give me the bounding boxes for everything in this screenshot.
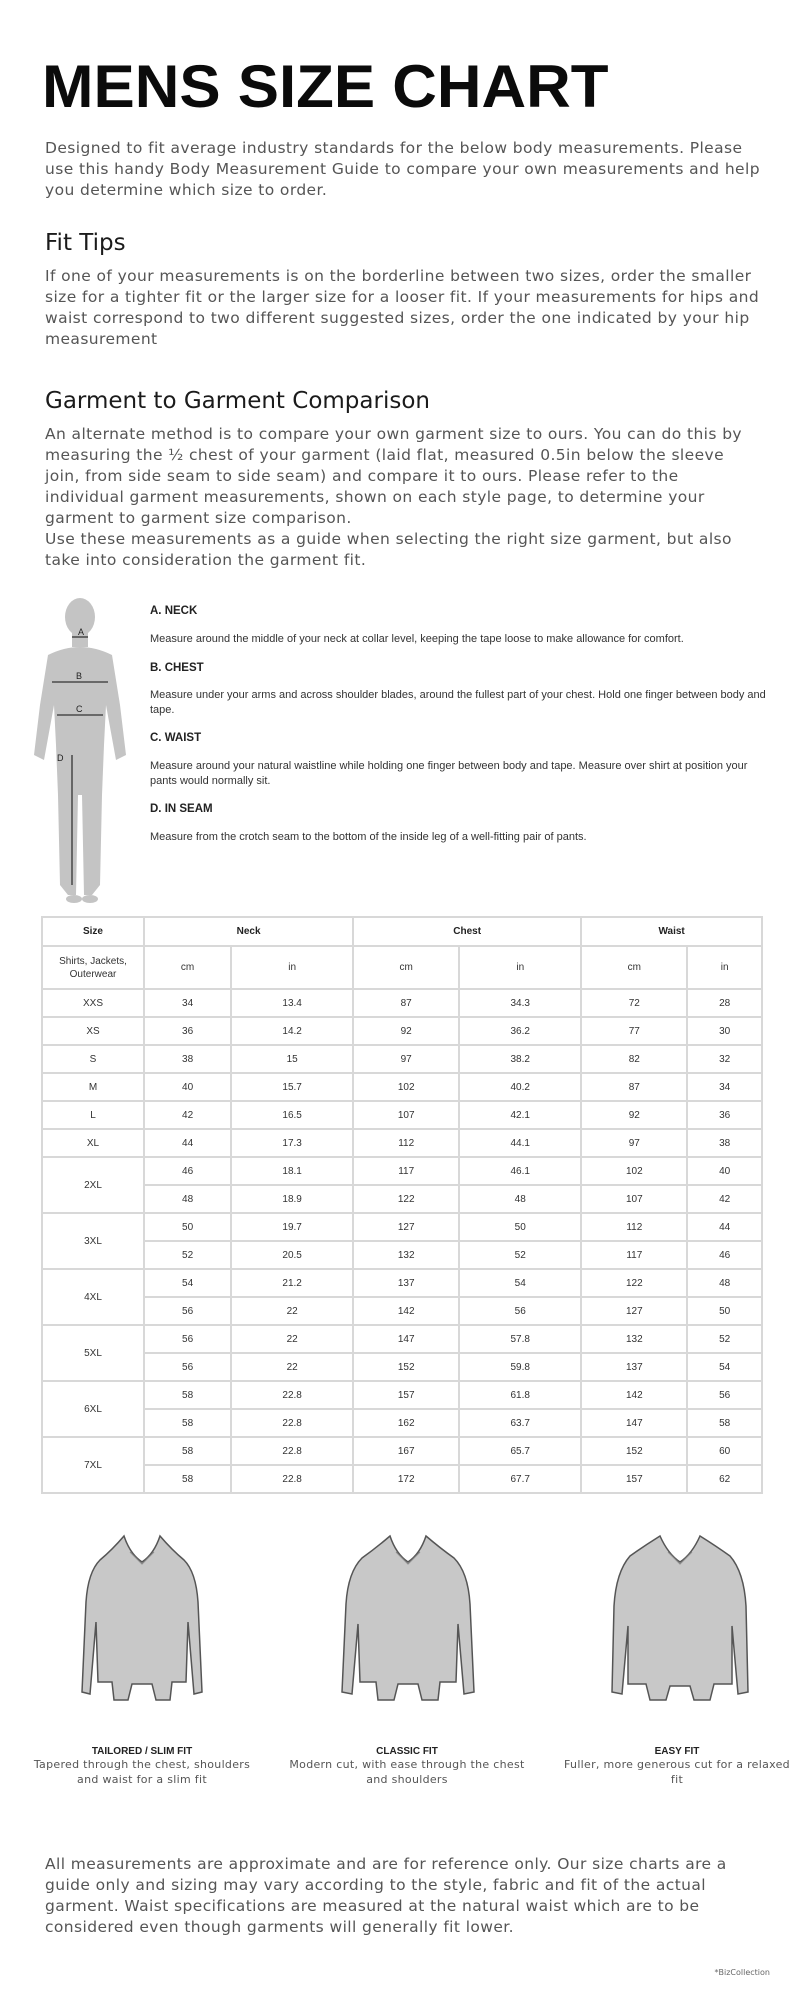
measure-cell: 147 <box>353 1325 459 1353</box>
table-row <box>42 1045 762 1073</box>
comparison-text <box>45 424 760 571</box>
measure-cell: 18.1 <box>231 1157 353 1185</box>
measure-cell: 132 <box>581 1325 687 1353</box>
measure-cell: 60 <box>687 1437 762 1465</box>
measure-cell: 63.7 <box>459 1409 581 1437</box>
measure-cell: 112 <box>581 1213 687 1241</box>
measure-cell: 48 <box>144 1185 231 1213</box>
measure-cell: 56 <box>459 1297 581 1325</box>
measure-cell: 59.8 <box>459 1353 581 1381</box>
measure-cell: 97 <box>353 1045 459 1073</box>
measure-cell: 142 <box>581 1381 687 1409</box>
measure-cell: 102 <box>353 1073 459 1101</box>
measure-cell: 152 <box>581 1437 687 1465</box>
classic-fit-caption <box>287 1746 527 1787</box>
measure-cell: 58 <box>144 1437 231 1465</box>
measure-cell: 58 <box>144 1409 231 1437</box>
size-cell: S <box>42 1045 144 1073</box>
table-row <box>42 1381 762 1409</box>
measurement-instructions <box>150 605 775 845</box>
classic-fit-svg <box>338 1532 478 1732</box>
measure-cell: 172 <box>353 1465 459 1493</box>
body-figure <box>30 595 130 905</box>
measure-cell: 67.7 <box>459 1465 581 1493</box>
slim-fit-figure <box>72 1532 212 1732</box>
size-cell: XS <box>42 1017 144 1045</box>
measure-cell: 32 <box>687 1045 762 1073</box>
measure-cell: 112 <box>353 1129 459 1157</box>
disclaimer-text: All measurements are approximate and are for reference only. Our size charts are a guide only and sizing may vary according to the style, fabric and fit of the actual garment. Waist specifications are measured at the natural waist which are to be considered even though garments will generally fit lower. <box>45 1855 727 1936</box>
measure-cell: 54 <box>459 1269 581 1297</box>
brand-footnote: *BizCollection <box>714 1968 770 1977</box>
size-cell: L <box>42 1101 144 1129</box>
size-cell: 6XL <box>42 1381 144 1437</box>
measure-cell: 34.3 <box>459 989 581 1017</box>
measure-cell: 54 <box>144 1269 231 1297</box>
figure-label-d: D <box>57 753 64 763</box>
measure-cell: 36 <box>144 1017 231 1045</box>
measure-cell: 50 <box>687 1297 762 1325</box>
easy-fit-figure <box>610 1532 750 1732</box>
measure-cell: 157 <box>353 1381 459 1409</box>
measure-cell: 15 <box>231 1045 353 1073</box>
measure-cell: 44 <box>687 1213 762 1241</box>
page-title: MENS SIZE CHART <box>42 53 609 120</box>
measure-cell: 167 <box>353 1437 459 1465</box>
intro-text: Designed to fit average industry standards for the below body measurements. Please use this handy Body Measurement Guide to compare your own measurements and help you determine which size to order. <box>45 139 760 199</box>
measure-cell: 142 <box>353 1297 459 1325</box>
table-row <box>42 1409 762 1437</box>
measure-cell: 107 <box>581 1185 687 1213</box>
size-cell: 3XL <box>42 1213 144 1269</box>
table-row <box>42 1465 762 1493</box>
measure-cell: 16.5 <box>231 1101 353 1129</box>
table-row <box>42 1073 762 1101</box>
measure-cell: 14.2 <box>231 1017 353 1045</box>
size-cell: XXS <box>42 989 144 1017</box>
measure-cell: 102 <box>581 1157 687 1185</box>
measure-cell: 122 <box>581 1269 687 1297</box>
measure-cell: 54 <box>687 1353 762 1381</box>
header-chest: Chest <box>353 917 581 946</box>
chest-desc: Measure under your arms and across shoulder blades, around the fullest part of your chest. Hold one finger between body and tape. <box>150 689 766 716</box>
measure-cell: 38 <box>144 1045 231 1073</box>
measure-cell: 77 <box>581 1017 687 1045</box>
size-table <box>41 916 763 1494</box>
measure-cell: 62 <box>687 1465 762 1493</box>
unit-cell: cm <box>353 946 459 989</box>
table-row <box>42 1129 762 1157</box>
waist-heading: C. WAIST <box>150 732 202 744</box>
unit-cell: in <box>459 946 581 989</box>
measure-cell: 82 <box>581 1045 687 1073</box>
size-subheader: Shirts, Jackets, Outerwear <box>42 946 144 989</box>
size-table-body <box>42 989 762 1493</box>
inseam-desc: Measure from the crotch seam to the bottom of the inside leg of a well-fitting pair of pants. <box>150 831 587 843</box>
chest-heading: B. CHEST <box>150 662 204 674</box>
measure-cell: 132 <box>353 1241 459 1269</box>
table-row <box>42 1185 762 1213</box>
slim-fit-caption <box>22 1746 262 1787</box>
table-row <box>42 1017 762 1045</box>
size-cell: 7XL <box>42 1437 144 1493</box>
measure-cell: 92 <box>581 1101 687 1129</box>
easy-fit-caption <box>557 1746 797 1787</box>
slim-fit-svg <box>72 1532 212 1732</box>
unit-cell: cm <box>581 946 687 989</box>
comparison-heading: Garment to Garment Comparison <box>45 388 430 414</box>
measure-cell: 137 <box>581 1353 687 1381</box>
table-row <box>42 1241 762 1269</box>
measure-cell: 58 <box>144 1381 231 1409</box>
easy-fit-svg <box>610 1532 750 1732</box>
measure-cell: 92 <box>353 1017 459 1045</box>
measure-cell: 22.8 <box>231 1465 353 1493</box>
measure-cell: 44.1 <box>459 1129 581 1157</box>
measure-cell: 72 <box>581 989 687 1017</box>
measure-cell: 46.1 <box>459 1157 581 1185</box>
measure-cell: 17.3 <box>231 1129 353 1157</box>
measure-cell: 15.7 <box>231 1073 353 1101</box>
measure-cell: 117 <box>581 1241 687 1269</box>
comparison-text-2: Use these measurements as a guide when selecting the right size garment, but also take into consideration the garment fit. <box>45 530 732 569</box>
measure-cell: 30 <box>687 1017 762 1045</box>
measure-cell: 52 <box>144 1241 231 1269</box>
measure-cell: 22.8 <box>231 1381 353 1409</box>
fit-tips-heading: Fit Tips <box>45 230 126 256</box>
measure-cell: 87 <box>353 989 459 1017</box>
classic-fit-figure <box>338 1532 478 1732</box>
measure-cell: 87 <box>581 1073 687 1101</box>
measure-cell: 40 <box>144 1073 231 1101</box>
fit-tips-text: If one of your measurements is on the borderline between two sizes, order the smaller size for a tighter fit or the larger size for a looser fit. If your measurements for hips and waist correspond to two different suggested sizes, order the one indicated by your hip measurement <box>45 267 760 348</box>
measure-cell: 21.2 <box>231 1269 353 1297</box>
measure-cell: 19.7 <box>231 1213 353 1241</box>
measure-cell: 127 <box>353 1213 459 1241</box>
measure-cell: 22.8 <box>231 1437 353 1465</box>
slim-fit-desc: Tapered through the chest, shoulders and waist for a slim fit <box>33 1758 251 1786</box>
classic-fit-title: CLASSIC FIT <box>376 1746 438 1757</box>
table-row <box>42 1325 762 1353</box>
measure-cell: 22 <box>231 1353 353 1381</box>
comparison-text-1: An alternate method is to compare your own garment size to ours. You can do this by measuring the ½ chest of your garment (laid flat, measured 0.5in below the sleeve join, from side seam to side seam) and compare it to ours. Please refer to the individual garment measurements, shown on each style page, to determine your garment to garment size comparison. <box>45 425 743 527</box>
measure-cell: 58 <box>687 1409 762 1437</box>
table-row <box>42 1297 762 1325</box>
measure-cell: 117 <box>353 1157 459 1185</box>
measure-cell: 34 <box>687 1073 762 1101</box>
easy-fit-title: EASY FIT <box>654 1746 700 1757</box>
measure-cell: 40 <box>687 1157 762 1185</box>
measure-cell: 50 <box>459 1213 581 1241</box>
measure-cell: 56 <box>144 1353 231 1381</box>
table-row <box>42 989 762 1017</box>
unit-cell: in <box>231 946 353 989</box>
measure-cell: 44 <box>144 1129 231 1157</box>
measure-cell: 38 <box>687 1129 762 1157</box>
measure-cell: 42 <box>144 1101 231 1129</box>
measure-cell: 48 <box>459 1185 581 1213</box>
header-size: Size <box>42 917 144 946</box>
easy-fit-desc: Fuller, more generous cut for a relaxed fit <box>564 1758 790 1786</box>
measure-cell: 48 <box>687 1269 762 1297</box>
size-cell: 4XL <box>42 1269 144 1325</box>
table-row <box>42 1213 762 1241</box>
measure-cell: 162 <box>353 1409 459 1437</box>
measure-cell: 22 <box>231 1297 353 1325</box>
unit-cell: cm <box>144 946 231 989</box>
measure-cell: 56 <box>687 1381 762 1409</box>
measure-cell: 61.8 <box>459 1381 581 1409</box>
measure-cell: 56 <box>144 1325 231 1353</box>
measure-cell: 97 <box>581 1129 687 1157</box>
measure-cell: 46 <box>687 1241 762 1269</box>
measure-cell: 58 <box>144 1465 231 1493</box>
measure-cell: 107 <box>353 1101 459 1129</box>
measure-cell: 65.7 <box>459 1437 581 1465</box>
unit-cell: in <box>687 946 762 989</box>
measure-cell: 50 <box>144 1213 231 1241</box>
measure-cell: 56 <box>144 1297 231 1325</box>
table-row <box>42 1157 762 1185</box>
neck-desc: Measure around the middle of your neck at collar level, keeping the tape loose to make allowance for comfort. <box>150 633 684 645</box>
measure-cell: 22.8 <box>231 1409 353 1437</box>
measure-cell: 147 <box>581 1409 687 1437</box>
measure-cell: 28 <box>687 989 762 1017</box>
inseam-heading: D. IN SEAM <box>150 803 213 815</box>
figure-label-c: C <box>76 704 83 714</box>
measure-cell: 52 <box>459 1241 581 1269</box>
header-neck: Neck <box>144 917 353 946</box>
measure-cell: 127 <box>581 1297 687 1325</box>
measure-cell: 42 <box>687 1185 762 1213</box>
measure-cell: 157 <box>581 1465 687 1493</box>
header-waist: Waist <box>581 917 762 946</box>
measure-cell: 36.2 <box>459 1017 581 1045</box>
measure-cell: 22 <box>231 1325 353 1353</box>
size-cell: 5XL <box>42 1325 144 1381</box>
table-row <box>42 1353 762 1381</box>
measure-cell: 152 <box>353 1353 459 1381</box>
neck-heading: A. NECK <box>150 605 198 617</box>
measure-cell: 34 <box>144 989 231 1017</box>
measure-cell: 18.9 <box>231 1185 353 1213</box>
size-cell: M <box>42 1073 144 1101</box>
figure-label-a: A <box>78 627 85 637</box>
slim-fit-title: TAILORED / SLIM FIT <box>91 1746 193 1757</box>
measure-cell: 20.5 <box>231 1241 353 1269</box>
measure-cell: 46 <box>144 1157 231 1185</box>
waist-desc: Measure around your natural waistline while holding one finger between body and tape. Measure over shirt at position your pants would normally sit. <box>150 760 748 787</box>
size-cell: 2XL <box>42 1157 144 1213</box>
table-row <box>42 1101 762 1129</box>
measure-cell: 40.2 <box>459 1073 581 1101</box>
measure-cell: 137 <box>353 1269 459 1297</box>
measure-cell: 52 <box>687 1325 762 1353</box>
size-cell: XL <box>42 1129 144 1157</box>
measure-cell: 36 <box>687 1101 762 1129</box>
body-figure-svg <box>30 595 130 905</box>
measure-cell: 38.2 <box>459 1045 581 1073</box>
table-row <box>42 1269 762 1297</box>
table-row <box>42 1437 762 1465</box>
classic-fit-desc: Modern cut, with ease through the chest and shoulders <box>289 1758 525 1786</box>
measure-cell: 42.1 <box>459 1101 581 1129</box>
measure-cell: 57.8 <box>459 1325 581 1353</box>
measure-cell: 122 <box>353 1185 459 1213</box>
measure-cell: 13.4 <box>231 989 353 1017</box>
figure-label-b: B <box>76 671 83 681</box>
